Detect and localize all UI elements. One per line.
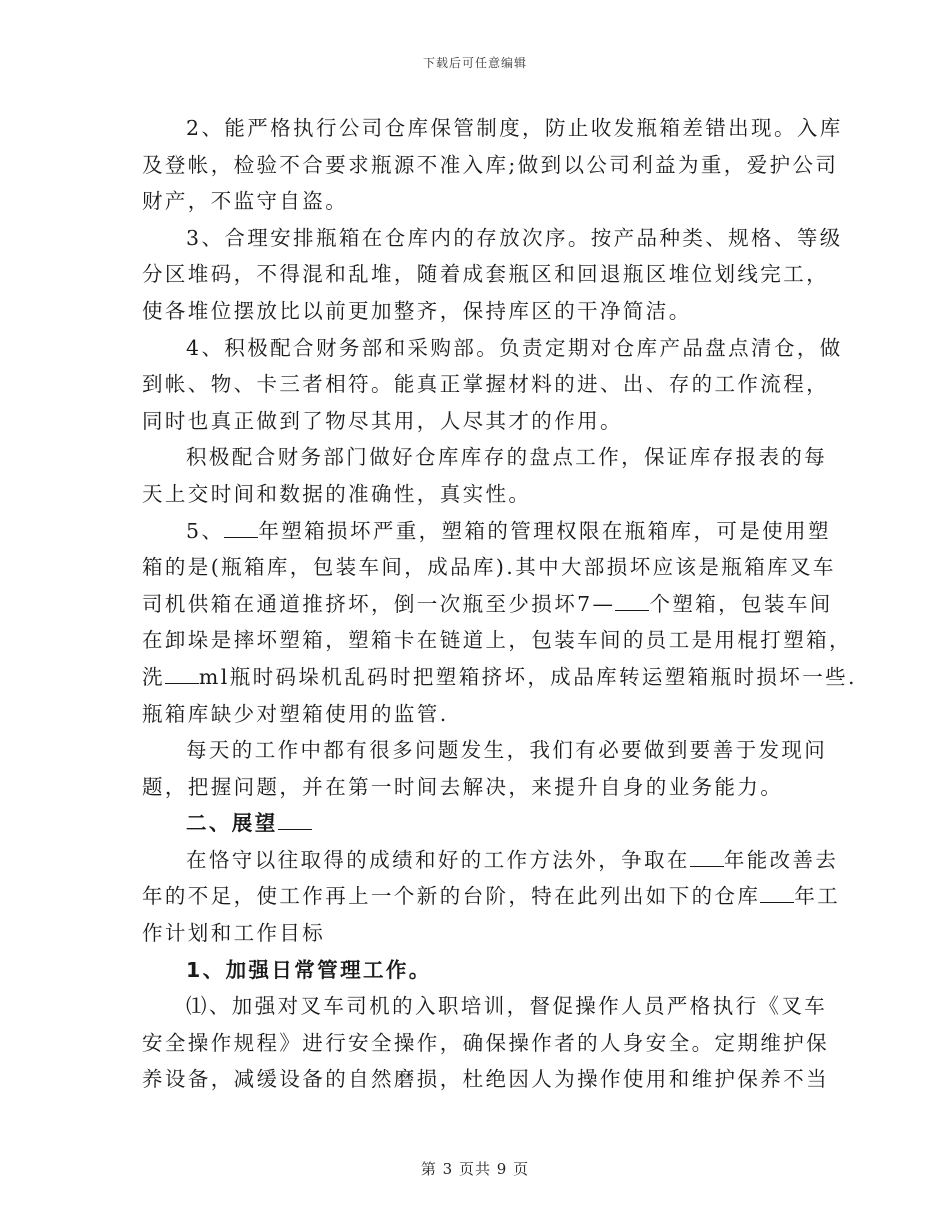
- text-line: 司机供箱在通道推挤坏，倒一次瓶至少损坏7— 个塑箱，包装车间: [142, 591, 833, 616]
- fill-in-blank: [690, 848, 724, 867]
- text-line: 财产，不监守自盗。: [142, 189, 349, 214]
- text-line: 每天的工作中都有很多问题发生，我们有必要做到要善于发现问: [186, 738, 828, 763]
- document-body: [142, 110, 857, 1098]
- text-line: 同时也真正做到了物尽其用，人尽其才的作用。: [142, 408, 623, 433]
- text-line: 5、 年塑箱损坏严重，塑箱的管理权限在瓶箱库，可是使用塑: [186, 518, 831, 543]
- text-line: 天上交时间和数据的准确性，真实性。: [142, 481, 532, 506]
- text-line: 二、展望: [142, 805, 812, 842]
- text-line: 1、加强日常管理工作。: [186, 957, 432, 982]
- paragraph: [142, 842, 841, 952]
- section-heading: [142, 805, 812, 842]
- text-line: 积极配合财务部门做好仓库库存的盘点工作，保证库存报表的每: [186, 445, 828, 470]
- text-line: 年的不足，使工作再上一个新的台阶，特在此列出如下的仓库 年工: [142, 884, 841, 909]
- paragraph: [142, 513, 857, 733]
- text-line: 使各堆位摆放比以前更加整齐，保持库区的干净简洁。: [142, 298, 692, 323]
- text-line: 在卸垛是摔坏塑箱，塑箱卡在链道上，包装车间的员工是用棍打塑箱，: [142, 628, 852, 653]
- paragraph: [142, 732, 828, 805]
- text-line: 题，把握问题，并在第一时间去解决，来提升自身的业务能力。: [142, 774, 784, 799]
- paragraph: [142, 439, 828, 512]
- text-line: 安全操作规程》进行安全操作，确保操作者的人身安全。定期维护保: [142, 1030, 829, 1055]
- text-line: 在恪守以往取得的成绩和好的工作方法外，争取在 年能改善去: [186, 847, 839, 872]
- fill-in-blank: [615, 592, 649, 611]
- paragraph: [142, 220, 843, 330]
- fill-in-blank: [224, 519, 258, 538]
- text-line: 4、积极配合财务部和采购部。负责定期对仓库产品盘点清仓，做: [186, 335, 843, 360]
- paragraph: [142, 110, 843, 220]
- page-footer-number: 第 3 页共 9 页: [420, 1160, 530, 1178]
- text-line: 3、合理安排瓶箱在仓库内的存放次序。按产品种类、规格、等级: [186, 225, 843, 250]
- text-line: 作计划和工作目标: [142, 921, 326, 946]
- text-line: 瓶箱库缺少对塑箱使用的监管.: [142, 701, 449, 726]
- paragraph: [142, 330, 843, 440]
- paragraph: [142, 988, 829, 1098]
- text-line: 养设备，减缓设备的自然磨损，杜绝因人为操作使用和维护保养不当: [142, 1067, 829, 1092]
- page-header-note: 下载后可任意编辑: [422, 56, 527, 70]
- text-line: 到帐、物、卡三者相符。能真正掌握材料的进、出、存的工作流程，: [142, 372, 829, 397]
- text-line: ⑴、加强对叉车司机的入职培训，督促操作人员严格执行《叉车: [186, 994, 828, 1019]
- fill-in-blank: [278, 811, 312, 830]
- text-line: 2、能严格执行公司仓库保管制度，防止收发瓶箱差错出现。入库: [186, 116, 843, 140]
- text-line: 箱的是(瓶箱库，包装车间，成品库).其中大部损坏应该是瓶箱库叉车: [142, 555, 836, 580]
- text-line: 洗 ml瓶时码垛机乱码时把塑箱挤坏，成品库转运塑箱瓶时损坏一些.: [142, 664, 857, 689]
- section-heading: [142, 952, 812, 989]
- text-line: 分区堆码，不得混和乱堆，随着成套瓶区和回退瓶区堆位划线完工，: [142, 262, 829, 287]
- text-line: 及登帐，检验不合要求瓶源不准入库;做到以公司利益为重，爱护公司: [142, 152, 839, 177]
- fill-in-blank: [760, 884, 794, 903]
- fill-in-blank: [165, 665, 199, 684]
